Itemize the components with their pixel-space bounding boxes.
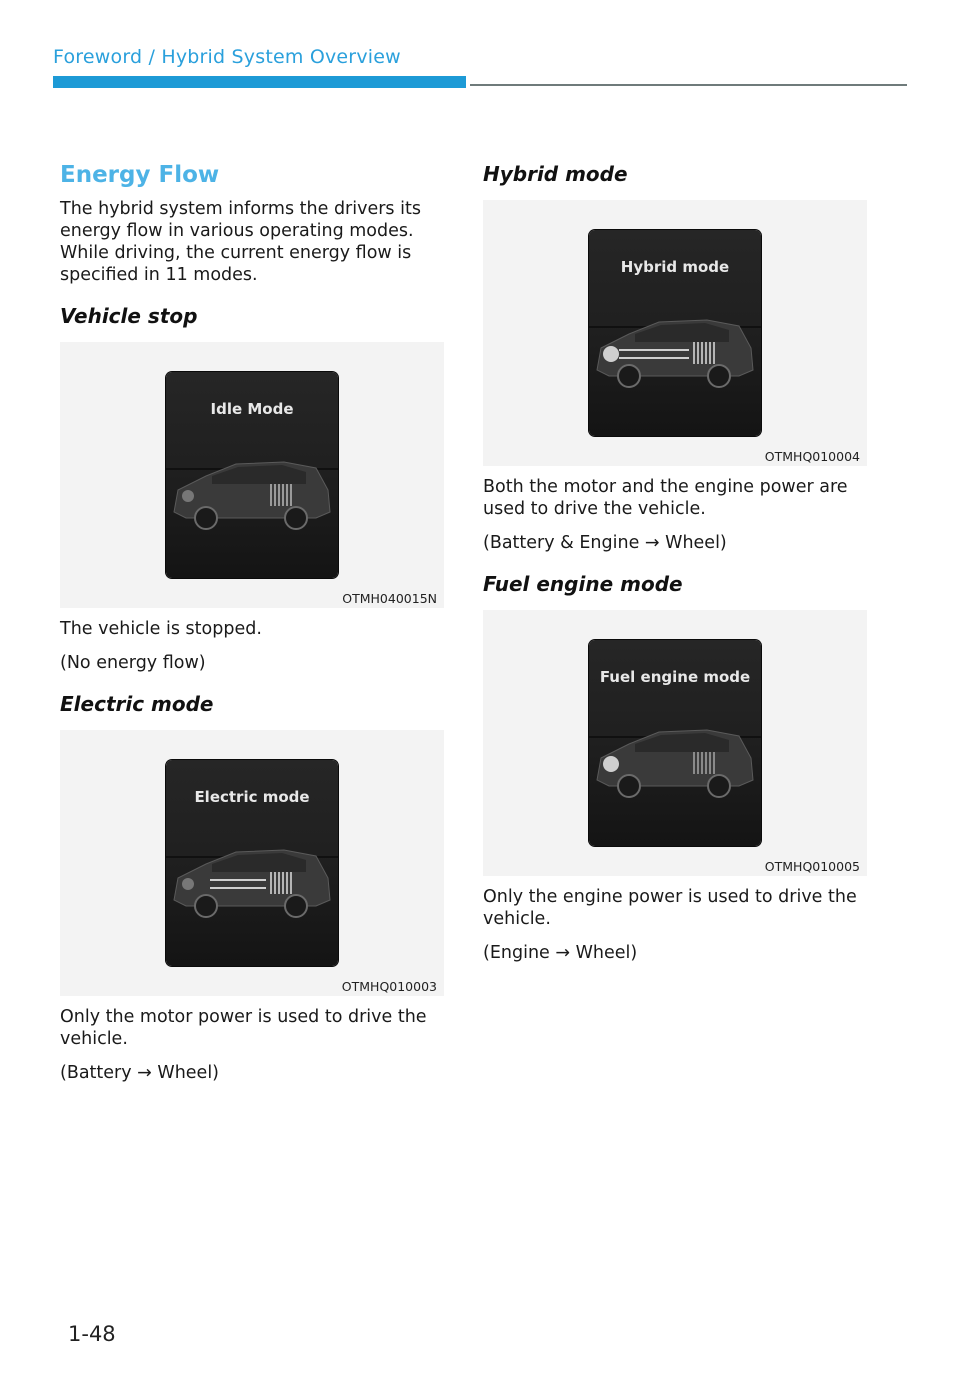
vehicle-stop-flow: (No energy flow) xyxy=(60,653,206,673)
vehicle-stop-desc: The vehicle is stopped. xyxy=(60,619,262,639)
fuel-engine-mode-title: Fuel engine mode xyxy=(483,572,683,596)
suv-silhouette-icon xyxy=(589,230,761,436)
vehicle-stop-figure xyxy=(60,342,444,608)
electric-mode-title: Electric mode xyxy=(60,692,214,716)
display-mode-label: Electric mode xyxy=(194,788,310,806)
suv-silhouette-icon xyxy=(166,760,338,966)
suv-silhouette-icon xyxy=(589,640,761,846)
fuel-engine-mode-figure xyxy=(483,610,867,876)
electric-mode-figure xyxy=(60,730,444,996)
cluster-display xyxy=(589,640,761,846)
section-title: Energy Flow xyxy=(60,162,220,188)
left-column xyxy=(60,160,444,1096)
cluster-display xyxy=(589,230,761,436)
header-title: Foreword / Hybrid System Overview xyxy=(53,46,401,68)
cluster-display xyxy=(166,760,338,966)
hybrid-mode-title: Hybrid mode xyxy=(483,162,628,186)
fuel-engine-mode-flow: (Engine → Wheel) xyxy=(483,943,638,963)
fuel-engine-mode-desc: Only the engine power is used to drive the vehicle. xyxy=(483,887,857,929)
figure-code: OTMHQ010003 xyxy=(341,979,437,994)
figure-code: OTMHQ010005 xyxy=(764,859,860,874)
electric-mode-desc: Only the motor power is used to drive the vehicle. xyxy=(60,1007,427,1049)
figure-code: OTMH040015N xyxy=(342,591,437,606)
hybrid-mode-desc: Both the motor and the engine power are used to drive the vehicle. xyxy=(483,477,848,519)
page-number: 1-48 xyxy=(68,1322,116,1346)
cluster-display xyxy=(166,372,338,578)
header-bar-rule xyxy=(470,84,907,86)
hybrid-mode-flow: (Battery & Engine → Wheel) xyxy=(483,533,727,553)
display-mode-label: Fuel engine mode xyxy=(599,668,751,686)
right-column xyxy=(483,160,867,976)
hybrid-mode-figure xyxy=(483,200,867,466)
display-mode-label: Hybrid mode xyxy=(620,258,730,276)
vehicle-stop-title: Vehicle stop xyxy=(60,304,198,328)
electric-mode-flow: (Battery → Wheel) xyxy=(60,1063,220,1083)
figure-code: OTMHQ010004 xyxy=(764,449,860,464)
display-mode-label: Idle Mode xyxy=(210,400,294,418)
intro-paragraph: The hybrid system informs the drivers its energy flow in various operating modes. While driving, the current energy flow is specified in 11 modes. xyxy=(60,199,421,285)
header-bar-accent xyxy=(53,76,466,88)
suv-silhouette-icon xyxy=(166,372,338,578)
